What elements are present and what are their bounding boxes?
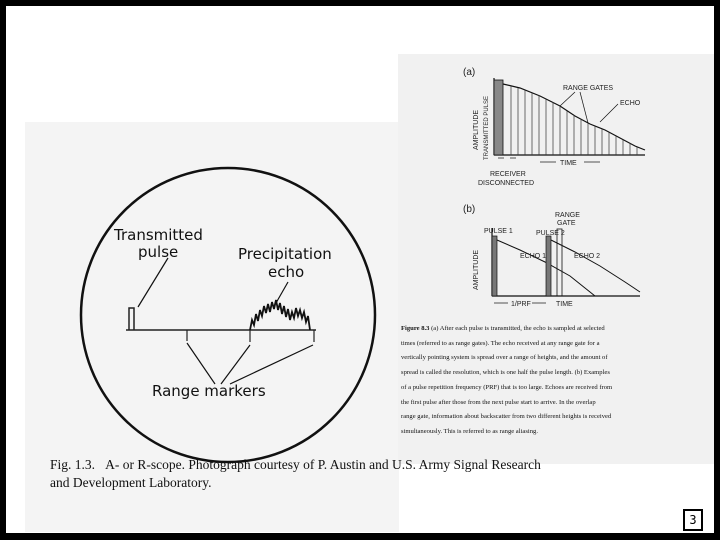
- caption-line-5: the first pulse after those from the next pulse start to arrive. In the overlap: [401, 398, 596, 406]
- transmitted-label-2: pulse: [138, 243, 179, 261]
- range-gates-label: RANGE GATES: [563, 85, 614, 92]
- time-label-a: TIME: [560, 160, 577, 167]
- echo2-label: ECHO 2: [574, 253, 601, 260]
- page-number: 3: [683, 509, 703, 531]
- panel-a-label: (a): [463, 67, 476, 78]
- caption-line-7: simultaneously. This is referred to as range aliasing.: [401, 427, 538, 435]
- fig-1-3-line2: and Development Laboratory.: [50, 475, 212, 490]
- receiver-label: RECEIVER: [490, 171, 526, 178]
- caption-line-1: times (referred to as range gates). The echo received at any range gate for a: [401, 339, 600, 347]
- fig-1-3-caption: [50, 456, 690, 492]
- echo1-label: ECHO 1: [520, 253, 547, 260]
- amplitude-a: AMPLITUDE: [473, 109, 480, 150]
- figure-8-3-caption: [401, 322, 713, 440]
- time-label-b: TIME: [556, 301, 573, 308]
- panel-b-label: (b): [463, 204, 476, 215]
- transmitted-label-1: Transmitted: [114, 226, 203, 244]
- prf-label: 1/PRF: [511, 301, 531, 308]
- caption-line-2: vertically pointing system is spread over a range of heights, and the amount of: [401, 354, 608, 362]
- fig-1-3-prefix: Fig. 1.3.: [50, 457, 96, 472]
- caption-title: Figure 8.3: [401, 325, 430, 332]
- range-label: RANGE: [555, 212, 580, 219]
- caption-line-4: of a pulse repetition frequency (PRF) that is too large. Echoes are received from: [401, 383, 613, 391]
- scope-circle: [81, 168, 375, 462]
- precipitation-echo-trace: [250, 300, 310, 330]
- arrow-range-2: [221, 345, 250, 384]
- transmitted-pulse-label: TRANSMITTED PULSE: [484, 95, 490, 160]
- pulse2-block: [546, 236, 551, 296]
- caption-line-6: range gate, information about backscatter from two different heights is received: [401, 413, 612, 421]
- precip-label-2: echo: [268, 263, 305, 281]
- echo-label-a: ECHO: [620, 100, 641, 107]
- disconnected-label: DISCONNECTED: [478, 180, 535, 187]
- fig-1-3-line1: A- or R-scope. Photograph courtesy of P. Austin and U.S. Army Signal Research: [105, 457, 541, 472]
- arrow-range-1: [187, 343, 215, 384]
- caption-line-3: spread is called the resolution, which is one half the pulse length. (b) Examples: [401, 369, 610, 377]
- pulse1-block: [492, 236, 497, 296]
- pulse2-label: PULSE 2: [536, 230, 565, 237]
- arrow-range-3: [230, 345, 313, 384]
- gate-label: GATE: [557, 220, 576, 227]
- arrow-precipitation: [276, 282, 288, 303]
- precip-label-1: Precipitation: [238, 245, 332, 263]
- caption-line-0: (a) After each pulse is transmitted, the echo is sampled at selected: [431, 325, 605, 332]
- range-markers-label: Range markers: [152, 382, 266, 400]
- range-gate-b: [557, 229, 562, 296]
- transmitted-pulse-block: [494, 80, 503, 155]
- pulse1-label: PULSE 1: [484, 228, 513, 235]
- amplitude-b: AMPLITUDE: [473, 249, 480, 290]
- arrow-transmitted: [138, 258, 168, 307]
- range-gate-lines: [511, 86, 637, 155]
